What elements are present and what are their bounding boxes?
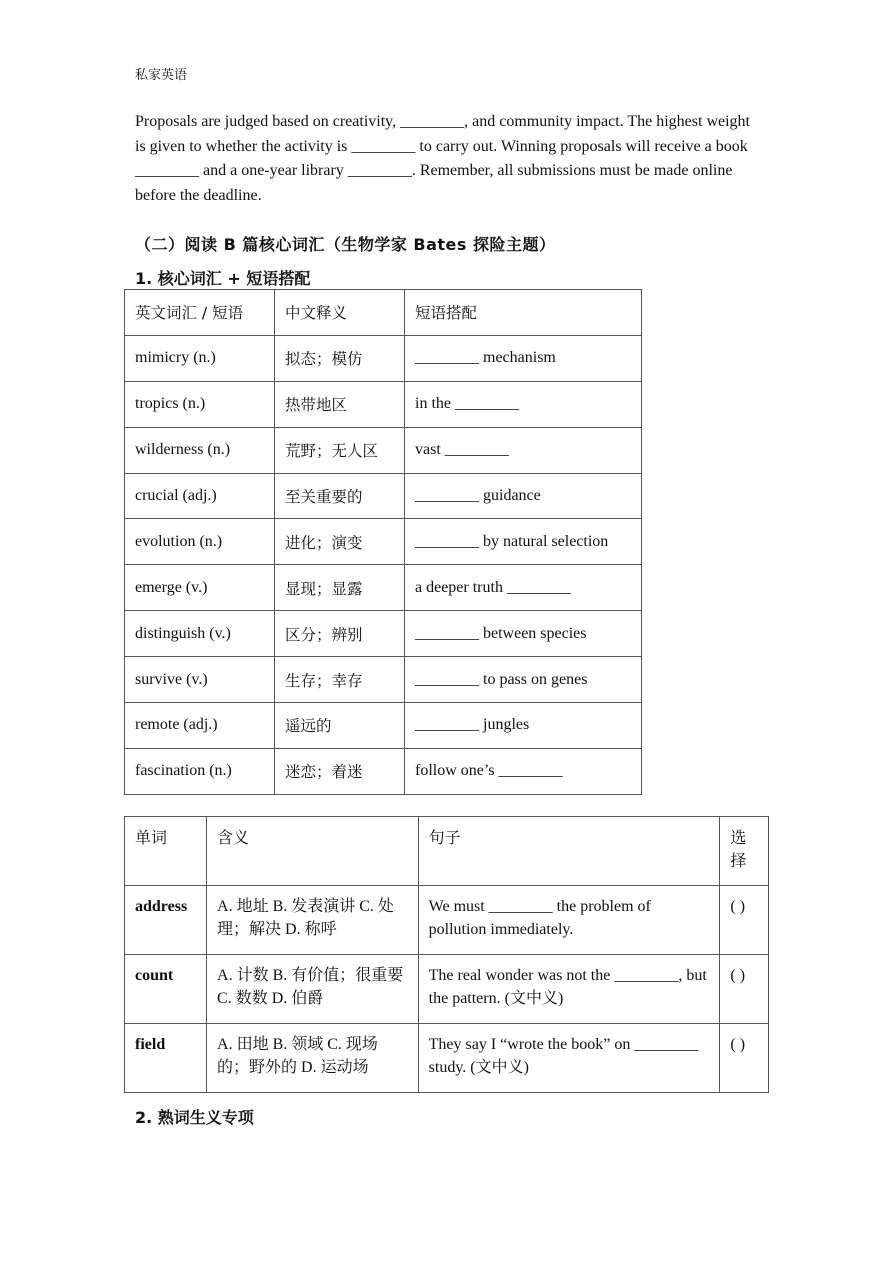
page-header: 私家英语 xyxy=(135,68,188,83)
table-header-row xyxy=(125,290,642,336)
meaning-cell: 进化；演变 xyxy=(275,519,405,565)
table-row xyxy=(125,657,642,703)
word-cell: field xyxy=(125,1024,207,1093)
table-row xyxy=(125,611,642,657)
passage-paragraph: Proposals are judged based on creativity, ________, and community impact. The highest weight is given to whether the activity is ________ to carry out. Winning proposals will receive a book ________ and a one-year library ________. Remember, all submissions must be made online before the deadline. xyxy=(135,113,750,204)
phrase-cell: ________ to pass on genes xyxy=(405,657,642,703)
meaning-cell: 区分；辨别 xyxy=(275,611,405,657)
table-row xyxy=(125,427,642,473)
phrase-cell: ________ mechanism xyxy=(405,335,642,381)
meaning-cell: A. 地址 B. 发表演讲 C. 处理；解决 D. 称呼 xyxy=(207,886,419,955)
subheading-core-vocab: 1. 核心词汇 + 短语搭配 xyxy=(135,269,311,288)
polysemy-table xyxy=(124,816,769,1093)
meaning-cell: A. 田地 B. 领域 C. 现场的；野外的 D. 运动场 xyxy=(207,1024,419,1093)
phrase-cell: a deeper truth ________ xyxy=(405,565,642,611)
header-cell: 句子 xyxy=(418,817,720,886)
table-row xyxy=(125,565,642,611)
section-title: （二）阅读 B 篇核心词汇（生物学家 Bates 探险主题） xyxy=(135,235,556,254)
meaning-cell: A. 计数 B. 有价值；很重要 C. 数数 D. 伯爵 xyxy=(207,955,419,1024)
header-cell: 英文词汇 / 短语 xyxy=(125,290,275,336)
meaning-cell: 迷恋；着迷 xyxy=(275,748,405,794)
table-row xyxy=(125,335,642,381)
table-row xyxy=(125,473,642,519)
meaning-cell: 遥远的 xyxy=(275,703,405,749)
word-cell: mimicry (n.) xyxy=(125,335,275,381)
table-row xyxy=(125,886,769,955)
phrase-cell: ________ between species xyxy=(405,611,642,657)
table-row xyxy=(125,703,642,749)
phrase-cell: vast ________ xyxy=(405,427,642,473)
meaning-cell: 至关重要的 xyxy=(275,473,405,519)
meaning-cell: 荒野；无人区 xyxy=(275,427,405,473)
table-row xyxy=(125,748,642,794)
word-cell: tropics (n.) xyxy=(125,381,275,427)
choice-cell[interactable]: ( ) xyxy=(720,955,769,1024)
word-cell: distinguish (v.) xyxy=(125,611,275,657)
phrase-cell: in the ________ xyxy=(405,381,642,427)
word-cell: crucial (adj.) xyxy=(125,473,275,519)
word-cell: wilderness (n.) xyxy=(125,427,275,473)
meaning-cell: 显现；显露 xyxy=(275,565,405,611)
meaning-cell: 生存；幸存 xyxy=(275,657,405,703)
vocab-table xyxy=(124,289,642,795)
table-row xyxy=(125,381,642,427)
word-cell: evolution (n.) xyxy=(125,519,275,565)
header-cell: 单词 xyxy=(125,817,207,886)
word-cell: address xyxy=(125,886,207,955)
table-row xyxy=(125,1024,769,1093)
sentence-cell: The real wonder was not the ________, but the pattern. (文中义) xyxy=(418,955,720,1024)
word-cell: fascination (n.) xyxy=(125,748,275,794)
subheading-polysemy: 2. 熟词生义专项 xyxy=(135,1108,254,1127)
header-cell: 中文释义 xyxy=(275,290,405,336)
sentence-cell: We must ________ the problem of pollution immediately. xyxy=(418,886,720,955)
word-cell: count xyxy=(125,955,207,1024)
header-cell: 短语搭配 xyxy=(405,290,642,336)
word-cell: survive (v.) xyxy=(125,657,275,703)
choice-cell[interactable]: ( ) xyxy=(720,886,769,955)
phrase-cell: ________ jungles xyxy=(405,703,642,749)
sentence-cell: They say I “wrote the book” on ________ study. (文中义) xyxy=(418,1024,720,1093)
table-row xyxy=(125,955,769,1024)
header-cell: 选择 xyxy=(720,817,769,886)
table-row xyxy=(125,519,642,565)
choice-cell[interactable]: ( ) xyxy=(720,1024,769,1093)
meaning-cell: 热带地区 xyxy=(275,381,405,427)
phrase-cell: ________ by natural selection xyxy=(405,519,642,565)
word-cell: emerge (v.) xyxy=(125,565,275,611)
word-cell: remote (adj.) xyxy=(125,703,275,749)
table-header-row xyxy=(125,817,769,886)
header-cell: 含义 xyxy=(207,817,419,886)
phrase-cell: follow one’s ________ xyxy=(405,748,642,794)
meaning-cell: 拟态；模仿 xyxy=(275,335,405,381)
phrase-cell: ________ guidance xyxy=(405,473,642,519)
